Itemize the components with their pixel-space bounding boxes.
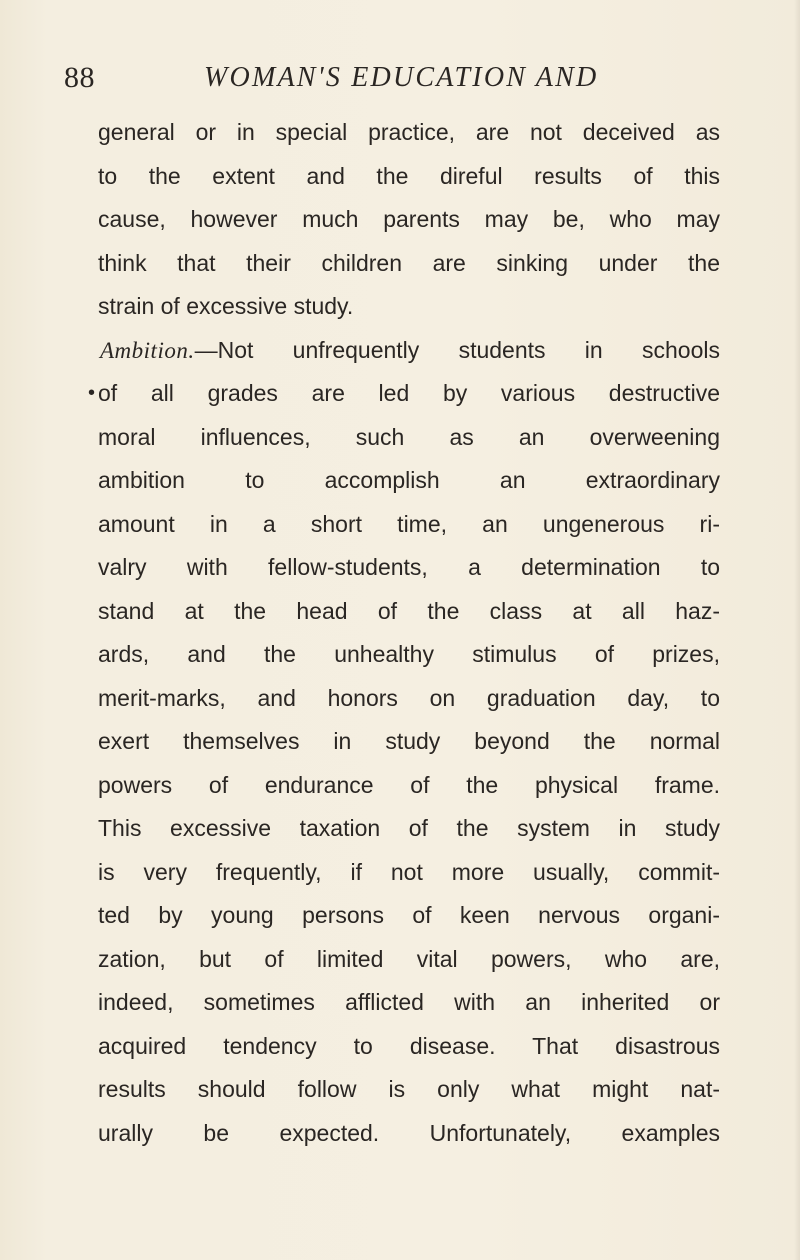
text-line: urally be expected. Unfortunately, examples	[98, 1119, 720, 1146]
text-line: cause, however much parents may be, who may	[98, 206, 720, 232]
text-line: acquired tendency to disease. That disastrous	[98, 1032, 720, 1059]
text-line: valry with fellow-students, a determination to	[98, 554, 720, 580]
text-fragment: —Not unfrequently students in schools	[194, 336, 720, 363]
text-line: ards, and the unhealthy stimulus of prizes,	[98, 641, 720, 667]
page-number: 88	[64, 61, 95, 94]
text-line: amount in a short time, an ungenerous ri-	[98, 510, 720, 537]
text-line: think that their children are sinking under the	[98, 249, 720, 276]
margin-mark: •	[88, 382, 96, 404]
text-line: merit-marks, and honors on graduation day, to	[98, 684, 720, 711]
text-line: zation, but of limited vital powers, who are,	[98, 945, 720, 972]
page-edge-shadow	[794, 0, 800, 1260]
text-line: ted by young persons of keen nervous organi-	[98, 902, 720, 928]
text-line: general or in special practice, are not deceived as	[98, 119, 720, 145]
text-line: exert themselves in study beyond the normal	[98, 728, 720, 754]
section-run-in-heading: Ambition.	[100, 337, 195, 363]
body-text	[88, 111, 720, 1155]
text-line: moral influences, such as an overweening	[98, 423, 720, 450]
text-line: to the extent and the direful results of this	[98, 162, 720, 189]
running-title: WOMAN'S EDUCATION AND	[204, 62, 599, 93]
running-head	[64, 58, 744, 98]
text-line: This excessive taxation of the system in study	[98, 815, 720, 841]
paragraph-start-line	[98, 329, 720, 373]
text-fragment: of all grades are led by various destructive	[98, 380, 720, 406]
text-line: ambition to accomplish an extraordinary	[98, 467, 720, 493]
text-line: indeed, sometimes afflicted with an inherited or	[98, 989, 720, 1015]
text-line: powers of endurance of the physical frame.	[98, 771, 720, 798]
text-line: results should follow is only what might nat-	[98, 1076, 720, 1102]
text-line: is very frequently, if not more usually, commit-	[98, 858, 720, 885]
text-line	[88, 372, 720, 416]
text-line: stand at the head of the class at all haz-	[98, 597, 720, 624]
text-line: strain of excessive study.	[98, 293, 354, 319]
